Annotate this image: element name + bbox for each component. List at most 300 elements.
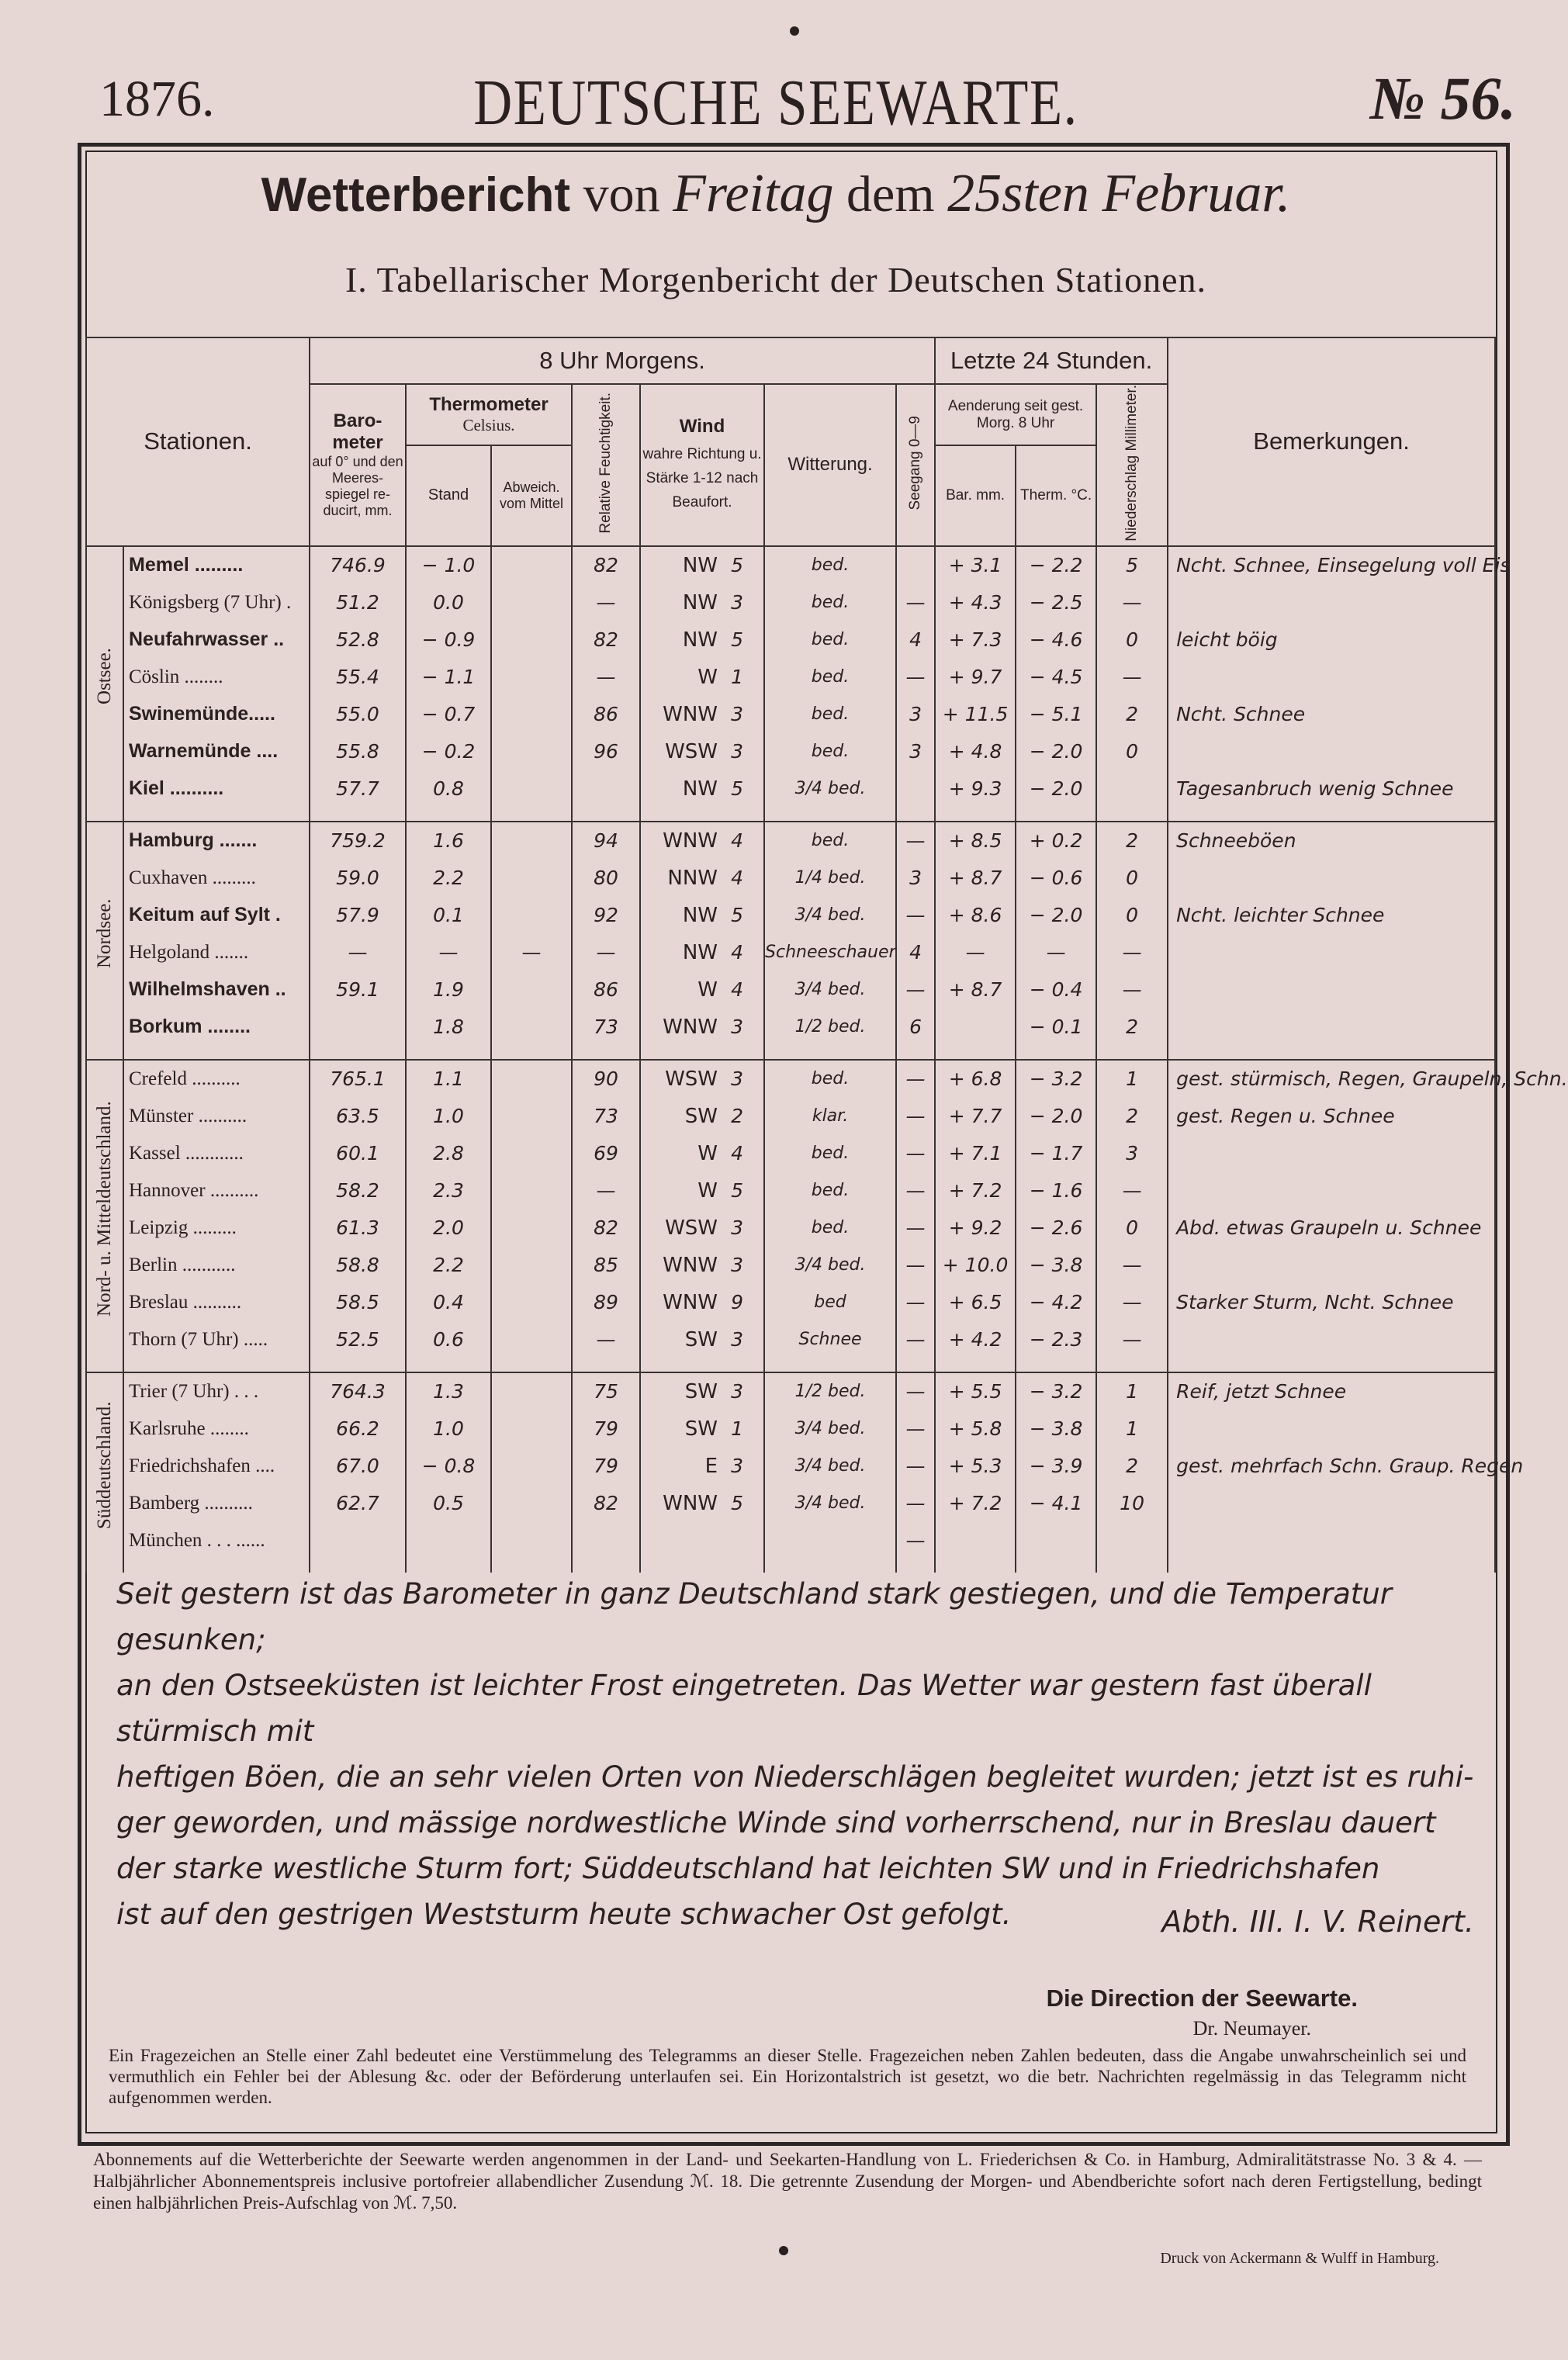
cell-abw [491, 1009, 572, 1046]
cell-dtherm: − 3.2 [1016, 1372, 1096, 1410]
cell-dbar: + 5.5 [935, 1372, 1016, 1410]
wind-direction: NW [682, 903, 718, 927]
cell-stand: − 1.1 [406, 659, 491, 696]
cell-feucht: — [572, 659, 640, 696]
cell-witt: 3/4 bed. [764, 1410, 896, 1448]
cell-stand: 2.3 [406, 1172, 491, 1209]
cell-bar: 59.1 [310, 971, 406, 1009]
issue-number: № 56. [1369, 64, 1516, 132]
wind-direction: SW [684, 1327, 718, 1351]
station-name: Breslau .......... [123, 1284, 310, 1321]
station-name: Memel ......... [123, 546, 310, 584]
cell-feucht: 69 [572, 1135, 640, 1172]
table-row [86, 1372, 1495, 1410]
cell-stand: 0.1 [406, 897, 491, 934]
cell-see: — [896, 1321, 935, 1358]
cell-abw [491, 1321, 572, 1358]
cell-stand: 0.4 [406, 1284, 491, 1321]
table-body [86, 546, 1568, 1573]
cell-bar: 52.8 [310, 621, 406, 659]
cell-remark [1168, 1410, 1495, 1448]
wind-direction: NW [682, 940, 718, 964]
wind-direction: NW [682, 553, 718, 577]
cell-feucht: 82 [572, 1485, 640, 1522]
cell-nied: 2 [1096, 1009, 1168, 1046]
cell-bar: 58.2 [310, 1172, 406, 1209]
cell-dbar: + 7.2 [935, 1172, 1016, 1209]
cell-abw [491, 584, 572, 621]
cell-remark [1168, 1321, 1495, 1358]
cell-dtherm: − 2.0 [1016, 1098, 1096, 1135]
cell-nied: 2 [1096, 1098, 1168, 1135]
wind-direction: NW [682, 628, 718, 652]
cell-feucht: 86 [572, 696, 640, 733]
cell-remark: gest. stürmisch, Regen, Graupeln, Schn. [1168, 1060, 1495, 1098]
cell-dtherm: − 2.6 [1016, 1209, 1096, 1247]
cell-remark: gest. mehrfach Schn. Graup. Regen [1168, 1448, 1495, 1485]
report-prefix: Wetterbericht [261, 168, 571, 222]
cell-dtherm: − 5.1 [1016, 696, 1096, 733]
doctor-line: Dr. Neumayer. [1192, 2017, 1311, 2040]
cell-nied: 0 [1096, 621, 1168, 659]
station-name: Borkum ........ [123, 1009, 310, 1046]
cell-nied: 3 [1096, 1135, 1168, 1172]
cell-feucht: — [572, 934, 640, 971]
cell-abw [491, 1284, 572, 1321]
station-name: Bamberg .......... [123, 1485, 310, 1522]
cell-abw [491, 1172, 572, 1209]
cell-wind [640, 1284, 764, 1321]
cell-see: — [896, 659, 935, 696]
report-day: Freitag [673, 164, 834, 223]
cell-abw [491, 770, 572, 808]
cell-stand [406, 1522, 491, 1559]
cell-remark: Abd. etwas Graupeln u. Schnee [1168, 1209, 1495, 1247]
cell-remark: Reif, jetzt Schnee [1168, 1372, 1495, 1410]
cell-nied: 0 [1096, 1209, 1168, 1247]
table-row [86, 897, 1495, 934]
table-row [86, 770, 1495, 808]
cell-witt: 3/4 bed. [764, 770, 896, 808]
cell-remark [1168, 1135, 1495, 1172]
cell-see: 3 [896, 860, 935, 897]
report-month: Februar. [1102, 164, 1291, 223]
cell-witt: bed. [764, 1135, 896, 1172]
cell-dtherm: − 4.1 [1016, 1485, 1096, 1522]
cell-dtherm: − 1.6 [1016, 1172, 1096, 1209]
cell-see: 3 [896, 733, 935, 770]
table-row [86, 1485, 1495, 1522]
header-abweich: Abweich. vom Mittel [491, 445, 572, 545]
cell-wind [640, 1448, 764, 1485]
cell-dbar: + 7.3 [935, 621, 1016, 659]
cell-witt: Schneeschauer [764, 934, 896, 971]
cell-remark: Ncht. Schnee, Einsegelung voll Eis [1168, 546, 1495, 584]
table-row [86, 1284, 1495, 1321]
cell-dtherm: − 0.4 [1016, 971, 1096, 1009]
cell-witt: 3/4 bed. [764, 1247, 896, 1284]
cell-dtherm: − 2.3 [1016, 1321, 1096, 1358]
cell-stand: 2.2 [406, 860, 491, 897]
table-row [86, 822, 1495, 860]
cell-remark [1168, 659, 1495, 696]
station-name: Königsberg (7 Uhr) . [123, 584, 310, 621]
ornament-dot-top [790, 26, 799, 36]
cell-bar: 58.5 [310, 1284, 406, 1321]
cell-remark: Ncht. leichter Schnee [1168, 897, 1495, 934]
header-witterung: Witterung. [764, 384, 896, 546]
cell-dtherm: − 2.0 [1016, 770, 1096, 808]
report-date: 25sten [947, 164, 1089, 223]
wind-force: 4 [731, 978, 743, 1001]
cell-see: — [896, 1098, 935, 1135]
summary-line: ist auf den gestrigen Weststurm heute schwacher Ost gefolgt. [116, 1898, 1012, 1931]
masthead [0, 61, 1552, 146]
station-name: Kassel ............ [123, 1135, 310, 1172]
cell-witt: Schnee [764, 1321, 896, 1358]
cell-abw [491, 621, 572, 659]
cell-witt: bed. [764, 696, 896, 733]
cell-dbar: + 7.2 [935, 1485, 1016, 1522]
table-row [86, 1172, 1495, 1209]
header-seegang [896, 384, 935, 546]
cell-bar [310, 1009, 406, 1046]
cell-stand: 1.9 [406, 971, 491, 1009]
cell-remark: gest. Regen u. Schnee [1168, 1098, 1495, 1135]
wind-force: 5 [731, 553, 743, 576]
cell-abw [491, 546, 572, 584]
cell-stand: 1.3 [406, 1372, 491, 1410]
cell-dbar: + 5.3 [935, 1448, 1016, 1485]
wind-force: 5 [731, 777, 743, 800]
station-name: Crefeld .......... [123, 1060, 310, 1098]
cell-abw [491, 1209, 572, 1247]
cell-witt: 1/2 bed. [764, 1372, 896, 1410]
cell-wind [640, 1172, 764, 1209]
cell-see: — [896, 1135, 935, 1172]
cell-feucht: 85 [572, 1247, 640, 1284]
cell-remark [1168, 1172, 1495, 1209]
cell-dtherm: − 4.5 [1016, 659, 1096, 696]
header-niederschlag [1096, 384, 1168, 546]
wind-force: 9 [731, 1290, 743, 1313]
cell-stand: — [406, 934, 491, 971]
cell-wind [640, 659, 764, 696]
header-seegang-text: Seegang 0—9 [907, 416, 924, 510]
cell-dbar: + 8.7 [935, 860, 1016, 897]
cell-stand: 0.0 [406, 584, 491, 621]
cell-feucht: 82 [572, 621, 640, 659]
cell-dtherm: − 3.8 [1016, 1247, 1096, 1284]
table-row [86, 1060, 1495, 1098]
cell-see: — [896, 1372, 935, 1410]
cell-nied [1096, 1522, 1168, 1559]
cell-see: — [896, 1522, 935, 1559]
cell-stand: − 0.7 [406, 696, 491, 733]
cell-remark [1168, 1522, 1495, 1559]
cell-wind [640, 621, 764, 659]
cell-witt: bed [764, 1284, 896, 1321]
cell-witt: bed. [764, 822, 896, 860]
cell-dbar: + 9.2 [935, 1209, 1016, 1247]
cell-dbar: + 8.5 [935, 822, 1016, 860]
table-row [86, 860, 1495, 897]
cell-abw [491, 659, 572, 696]
cell-witt: bed. [764, 1209, 896, 1247]
wind-force: 5 [731, 1178, 743, 1202]
cell-abw [491, 1448, 572, 1485]
cell-feucht: 73 [572, 1098, 640, 1135]
header-wind-title: Wind [679, 415, 725, 437]
wind-force: 4 [731, 866, 743, 889]
header-barometer-title: Baro-meter [332, 410, 383, 454]
cell-abw: — [491, 934, 572, 971]
cell-dtherm: − 2.0 [1016, 897, 1096, 934]
cell-nied: — [1096, 1284, 1168, 1321]
wind-direction: SW [684, 1379, 718, 1403]
report-title [0, 163, 1552, 225]
cell-see [896, 770, 935, 808]
cell-see: — [896, 971, 935, 1009]
cell-see: — [896, 1410, 935, 1448]
cell-see: — [896, 822, 935, 860]
table-row [86, 1098, 1495, 1135]
report-von: von [583, 166, 660, 223]
cell-bar: 759.2 [310, 822, 406, 860]
cell-nied: 0 [1096, 897, 1168, 934]
station-name: Kiel .......... [123, 770, 310, 808]
station-name: Leipzig ......... [123, 1209, 310, 1247]
wind-direction: WSW [665, 1067, 718, 1091]
wind-force: 3 [731, 702, 743, 725]
cell-remark: Ncht. Schnee [1168, 696, 1495, 733]
wind-force: 3 [731, 1379, 743, 1403]
cell-nied: — [1096, 584, 1168, 621]
cell-feucht: — [572, 1321, 640, 1358]
cell-stand: 0.5 [406, 1485, 491, 1522]
cell-stand: − 1.0 [406, 546, 491, 584]
cell-stand: 1.0 [406, 1098, 491, 1135]
cell-bar: 57.7 [310, 770, 406, 808]
wind-direction: WNW [663, 829, 718, 853]
wind-force: 3 [731, 1454, 743, 1477]
table-row [86, 1009, 1495, 1046]
table-row [86, 1522, 1495, 1559]
cell-dbar [935, 1522, 1016, 1559]
cell-dtherm: − 1.7 [1016, 1135, 1096, 1172]
station-name: Warnemünde .... [123, 733, 310, 770]
cell-wind [640, 733, 764, 770]
cell-dbar: + 7.7 [935, 1098, 1016, 1135]
signature: Abth. III. I. V. Reinert. [1161, 1905, 1474, 1939]
wind-direction: W [697, 978, 718, 1002]
wind-force: 1 [731, 665, 743, 688]
cell-witt: 3/4 bed. [764, 1448, 896, 1485]
header-aenderung: Aenderung seit gest. Morg. 8 Uhr [935, 384, 1096, 445]
cell-bar: 62.7 [310, 1485, 406, 1522]
cell-stand: 1.6 [406, 822, 491, 860]
cell-bar: 66.2 [310, 1410, 406, 1448]
cell-nied: 0 [1096, 733, 1168, 770]
subscription-note: Abonnements auf die Wetterberichte der Seewarte werden angenommen in der Land- und Seekarten-Handlung von L. Friederichsen & Co. in Hamburg, Admiralitätstrasse No. 3 & 4. — Halbjährlicher Abonnementspreis inclusive portofreier allabendlicher Zusendung ℳ. 18. Die getrennte Zusendung der Morgen- und Abendberichte sofort nach deren Fertigstellung, bedingt einen halbjährlichen Preis-Aufschlag von ℳ. 7,50. [93, 2150, 1482, 2213]
wind-force: 5 [731, 628, 743, 651]
cell-dtherm: + 0.2 [1016, 822, 1096, 860]
cell-feucht: 80 [572, 860, 640, 897]
wind-force: 4 [731, 829, 743, 852]
cell-abw [491, 1410, 572, 1448]
cell-bar: 63.5 [310, 1098, 406, 1135]
cell-wind [640, 897, 764, 934]
region-label: Ostsee. [86, 546, 123, 808]
cell-witt: 3/4 bed. [764, 1485, 896, 1522]
table-row [86, 1321, 1495, 1358]
station-name: Cuxhaven ......... [123, 860, 310, 897]
cell-nied: 2 [1096, 696, 1168, 733]
cell-bar: 765.1 [310, 1060, 406, 1098]
group-spacer [86, 808, 1495, 822]
cell-witt: bed. [764, 659, 896, 696]
header-feuchtigkeit [572, 384, 640, 546]
cell-nied [1096, 770, 1168, 808]
cell-wind [640, 1209, 764, 1247]
cell-dtherm: — [1016, 934, 1096, 971]
wind-direction: NNW [667, 866, 718, 890]
wind-direction: WNW [663, 1015, 718, 1039]
wind-force: 4 [731, 1141, 743, 1164]
station-name: Wilhelmshaven .. [123, 971, 310, 1009]
header-barometer [310, 384, 406, 546]
cell-wind [640, 584, 764, 621]
cell-stand: 0.8 [406, 770, 491, 808]
wind-force: 3 [731, 1216, 743, 1239]
cell-dbar: — [935, 934, 1016, 971]
wind-direction: W [697, 1141, 718, 1165]
cell-nied: 0 [1096, 860, 1168, 897]
header-bemerkungen: Bemerkungen. [1168, 337, 1495, 546]
wind-direction: WSW [665, 1216, 718, 1240]
cell-see: 4 [896, 934, 935, 971]
weather-table [85, 337, 1568, 1573]
cell-bar: 57.9 [310, 897, 406, 934]
cell-stand: − 0.8 [406, 1448, 491, 1485]
table-row [86, 971, 1495, 1009]
wind-direction: WSW [665, 739, 718, 763]
cell-nied: — [1096, 659, 1168, 696]
cell-dtherm [1016, 1522, 1096, 1559]
cell-dtherm: − 0.6 [1016, 860, 1096, 897]
cell-dbar: + 4.3 [935, 584, 1016, 621]
cell-dtherm: − 3.2 [1016, 1060, 1096, 1098]
cell-see: 3 [896, 696, 935, 733]
wind-direction: WNW [663, 1253, 718, 1277]
publication-title: DEUTSCHE SEEWARTE. [473, 67, 1078, 139]
cell-see: — [896, 897, 935, 934]
cell-abw [491, 971, 572, 1009]
cell-bar: 55.4 [310, 659, 406, 696]
cell-feucht: 82 [572, 546, 640, 584]
station-name: Neufahrwasser .. [123, 621, 310, 659]
cell-remark: Schneeböen [1168, 822, 1495, 860]
table-row [86, 1410, 1495, 1448]
cell-witt: bed. [764, 621, 896, 659]
cell-wind [640, 1410, 764, 1448]
cell-dbar: + 7.1 [935, 1135, 1016, 1172]
cell-see: — [896, 1485, 935, 1522]
cell-stand: 2.0 [406, 1209, 491, 1247]
cell-nied: 1 [1096, 1410, 1168, 1448]
wind-direction: E [704, 1454, 718, 1478]
station-name: Thorn (7 Uhr) ..... [123, 1321, 310, 1358]
header-stand: Stand [406, 445, 491, 545]
cell-bar: 55.8 [310, 733, 406, 770]
cell-bar: 51.2 [310, 584, 406, 621]
cell-wind [640, 1372, 764, 1410]
cell-remark [1168, 584, 1495, 621]
cell-dtherm: − 4.6 [1016, 621, 1096, 659]
station-name: Cöslin ........ [123, 659, 310, 696]
cell-feucht [572, 1522, 640, 1559]
header-thermometer-sub: Celsius. [462, 416, 515, 435]
group-spacer [86, 1358, 1495, 1372]
region-label: Nord- u. Mitteldeutschland. [86, 1060, 123, 1358]
cell-dtherm: − 3.9 [1016, 1448, 1096, 1485]
wind-direction: SW [684, 1417, 718, 1441]
cell-feucht: 79 [572, 1448, 640, 1485]
cell-nied: 1 [1096, 1060, 1168, 1098]
table-row [86, 1135, 1495, 1172]
cell-abw [491, 1485, 572, 1522]
cell-abw [491, 696, 572, 733]
table-row [86, 1209, 1495, 1247]
cell-feucht [572, 770, 640, 808]
cell-stand: 1.0 [406, 1410, 491, 1448]
wind-force: 3 [731, 739, 743, 763]
cell-wind [640, 822, 764, 860]
cell-dbar: + 6.5 [935, 1284, 1016, 1321]
cell-nied: — [1096, 1172, 1168, 1209]
summary-line: der starke westliche Sturm fort; Süddeutschland hat leichten SW und in Friedrichshafen [116, 1852, 1380, 1885]
cell-see: — [896, 1209, 935, 1247]
cell-bar: — [310, 934, 406, 971]
header-letzte-24-stunden: Letzte 24 Stunden. [935, 337, 1168, 384]
table-row [86, 934, 1495, 971]
cell-dbar: + 9.3 [935, 770, 1016, 808]
cell-feucht: 86 [572, 971, 640, 1009]
cell-bar [310, 1522, 406, 1559]
cell-abw [491, 733, 572, 770]
header-feuchtigkeit-text: Relative Feuchtigkeit. [597, 393, 614, 534]
cell-bar: 764.3 [310, 1372, 406, 1410]
cell-witt [764, 1522, 896, 1559]
cell-stand: − 0.2 [406, 733, 491, 770]
cell-dtherm: − 4.2 [1016, 1284, 1096, 1321]
cell-wind [640, 1247, 764, 1284]
cell-witt: bed. [764, 1060, 896, 1098]
cell-witt: 3/4 bed. [764, 897, 896, 934]
wind-force: 5 [731, 1491, 743, 1514]
cell-stand: 2.8 [406, 1135, 491, 1172]
cell-abw [491, 822, 572, 860]
wind-force: 3 [731, 590, 743, 614]
cell-dbar: + 8.6 [935, 897, 1016, 934]
header-thermometer [406, 384, 572, 445]
wind-force: 5 [731, 903, 743, 926]
wind-direction: SW [684, 1104, 718, 1128]
cell-wind [640, 971, 764, 1009]
cell-remark [1168, 1247, 1495, 1284]
cell-wind [640, 696, 764, 733]
cell-nied: — [1096, 1247, 1168, 1284]
